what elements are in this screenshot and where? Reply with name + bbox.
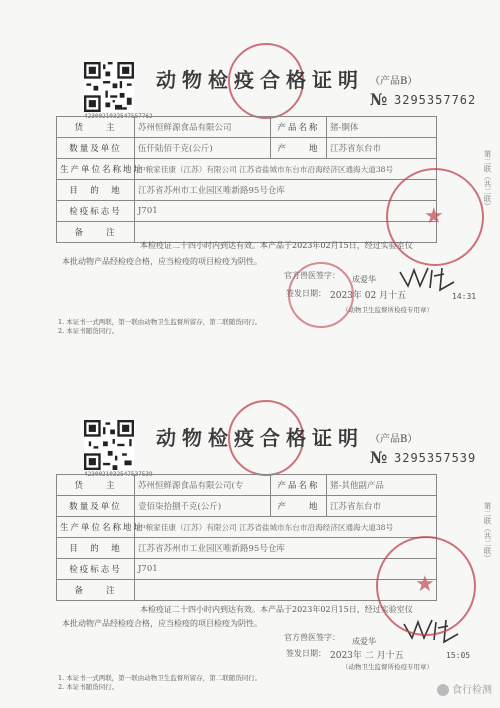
qr-code xyxy=(84,420,134,470)
stamp-caption: （动物卫生监督所检疫专用章） xyxy=(342,306,433,314)
sign-time: 14:31 xyxy=(452,292,477,301)
vet-sign-label: 官方兽医签字： xyxy=(284,633,340,642)
official-seal-jiangsu-dongtai: ★ xyxy=(386,168,484,266)
producer-value: 中粮家佳康（江苏）有限公司 江苏省盐城市东台市沿海经济区通海大道38号 xyxy=(135,517,437,538)
destination-label: 目 的 地 xyxy=(57,538,135,559)
sign-date-label: 签发日期： xyxy=(286,289,326,298)
sign-date-label: 签发日期： xyxy=(286,649,326,658)
producer-label: 生产单位名称地址 xyxy=(57,517,135,538)
copy-side-text: 第二联（共二联） xyxy=(483,150,492,210)
quantity-label: 数量及单位 xyxy=(57,496,135,517)
product-label: 产品名称 xyxy=(271,475,327,496)
destination-value: 江苏省苏州市工业园区唯新路95号仓库 xyxy=(135,538,437,559)
origin-value: 江苏省东台市 xyxy=(327,138,437,159)
qr-code xyxy=(84,62,134,112)
destination-value: 江苏省苏州市工业园区唯新路95号仓库 xyxy=(135,180,437,201)
sign-date-value: 2023年 二 月十五 xyxy=(330,651,404,661)
watermark xyxy=(437,681,492,696)
shipper-value: 苏州恒鲜源食品有限公司 xyxy=(135,117,271,138)
sign-time: 15:05 xyxy=(446,651,471,660)
footnote-1: 1. 本证书一式两联，第一联由动物卫生监督所留存，第二联随货同行。 xyxy=(58,318,262,326)
footnote-2: 2. 本证书随货同行。 xyxy=(58,683,119,691)
stamp-caption: （动物卫生监督所检疫专用章） xyxy=(342,663,433,671)
wechat-icon xyxy=(437,684,449,696)
watermark-text: 食行检测 xyxy=(452,685,492,696)
copy-side-text: 第二联（共二联） xyxy=(483,502,492,562)
serial-number: 3295357539 xyxy=(394,451,477,465)
certificate-title: 动物检疫合格证明 xyxy=(156,426,364,450)
seal-number-value: J701 xyxy=(135,559,437,580)
validity-text-2: 本批动物产品经检疫合格，应当检疫的项目检疫为阴性。 xyxy=(62,257,262,266)
validity-text: 本检疫证二十四小时内到达有效。本产品于2023年02月15日，经过实验室仪 xyxy=(140,605,413,614)
certificate-title: 动物检疫合格证明 xyxy=(156,68,364,92)
certificate-2 xyxy=(0,352,500,708)
vet-name: 成爱华 xyxy=(352,275,376,284)
remarks-label: 备 注 xyxy=(57,222,135,243)
footnote-2: 2. 本证书随货同行。 xyxy=(58,327,119,335)
certificate-subtitle: （产品B） xyxy=(370,434,418,445)
official-seal-jiangsu-dongtai: ★ xyxy=(376,536,476,636)
serial-prefix: № xyxy=(370,448,388,467)
product-value: 猪-胴体 xyxy=(327,117,437,138)
signature-mark xyxy=(398,262,458,292)
certificate-1 xyxy=(0,0,500,352)
quarantine-seal xyxy=(288,262,354,328)
serial-prefix: № xyxy=(370,90,388,109)
serial-number: 3295357762 xyxy=(394,93,477,107)
remarks-label: 备 注 xyxy=(57,580,135,601)
sign-date-value: 2023年 02 月十五 xyxy=(330,291,407,301)
destination-label: 目 的 地 xyxy=(57,180,135,201)
producer-value: 中粮家佳康（江苏）有限公司 江苏省盐城市东台市沿海经济区通海大道38号 xyxy=(135,159,437,180)
shipper-value: 苏州恒鲜源食品有限公司(专 xyxy=(135,475,271,496)
certificate-subtitle: （产品B） xyxy=(370,76,418,87)
origin-label: 产 地 xyxy=(271,138,327,159)
shipper-label: 货 主 xyxy=(57,117,135,138)
quantity-value: 壹佰柒拾捌千克(公斤) xyxy=(135,496,271,517)
producer-label: 生产单位名称地址 xyxy=(57,159,135,180)
seal-number-label: 检疫标志号 xyxy=(57,559,135,580)
product-label: 产品名称 xyxy=(271,117,327,138)
footnotes xyxy=(58,318,261,336)
vet-sign-label: 官方兽医签字： xyxy=(284,271,340,280)
seal-number-label: 检疫标志号 xyxy=(57,201,135,222)
shipper-label: 货 主 xyxy=(57,475,135,496)
qr-code-text: 4230021032547537539 xyxy=(84,471,153,478)
quantity-value: 伍仟陆佰千克(公斤) xyxy=(135,138,271,159)
origin-label: 产 地 xyxy=(271,496,327,517)
seal-number-value: J701 xyxy=(135,201,437,222)
footnotes xyxy=(58,674,261,692)
validity-text-2: 本批动物产品经检疫合格，应当检疫的项目检疫为阴性。 xyxy=(62,619,262,628)
product-value: 猪-其他副产品 xyxy=(327,475,437,496)
origin-value: 江苏省东台市 xyxy=(327,496,437,517)
footnote-1: 1. 本证书一式两联，第一联由动物卫生监督所留存，第二联随货同行。 xyxy=(58,674,262,682)
vet-name: 成爱华 xyxy=(352,637,376,646)
certificate-form-table xyxy=(56,116,437,243)
validity-text: 本检疫证二十四小时内到达有效。本产品于2023年02月15日，经过实验室仪 xyxy=(140,241,413,250)
quantity-label: 数量及单位 xyxy=(57,138,135,159)
qr-code-text: 4230021032547557762 xyxy=(84,113,153,120)
